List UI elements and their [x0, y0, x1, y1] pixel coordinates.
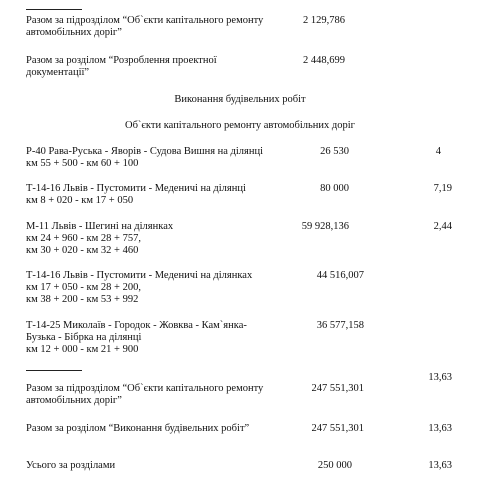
- row-1-length: 4: [435, 146, 441, 157]
- total-construction-length: 13,63: [428, 423, 452, 434]
- row-2-length: 7,19: [433, 183, 452, 194]
- row-1-line-2: км 55 + 500 - км 60 + 100: [26, 158, 139, 169]
- row-4-amount: 44 516,007: [316, 270, 364, 281]
- subtotal-separator-rule: [26, 370, 82, 371]
- total-construction-label: Разом за розділом “Виконання будівельних робіт”: [26, 423, 250, 434]
- row-2-line-2: км 8 + 020 - км 17 + 050: [26, 195, 134, 206]
- row-3-line-1: М-11 Львів - Шегині на ділянках: [26, 221, 174, 232]
- row-2-line-1: Т-14-16 Львів - Пустомити - Меденичі на ділянці: [26, 183, 246, 194]
- row-1-amount: 26 530: [320, 146, 349, 157]
- total-design-docs-label-line2: документації”: [26, 67, 90, 78]
- subsection-heading: Об`єкти капітального ремонту автомобільних доріг: [125, 120, 355, 131]
- section-heading: Виконання будівельних робіт: [174, 94, 306, 105]
- subtotal-objects-top-label-line2: автомобільних доріг”: [26, 27, 122, 38]
- total-design-docs-value: 2 448,699: [303, 55, 345, 66]
- total-design-docs-label-line1: Разом за розділом “Розроблення проектної: [26, 55, 217, 66]
- total-construction-value: 247 551,301: [311, 423, 364, 434]
- row-3-line-2: км 24 + 960 - км 28 + 757,: [26, 233, 141, 244]
- subtotal-objects-label-line1: Разом за підрозділом “Об`єкти капітального ремонту: [26, 383, 264, 394]
- row-5-line-3: км 12 + 000 - км 21 + 900: [26, 344, 139, 355]
- row-3-line-3: км 30 + 020 - км 32 + 460: [26, 245, 139, 256]
- row-5-line-2: Бузька - Бібрка на ділянці: [26, 332, 142, 343]
- grand-total-length: 13,63: [428, 460, 452, 471]
- subtotal-objects-value: 247 551,301: [311, 383, 364, 394]
- row-2-amount: 80 000: [320, 183, 349, 194]
- grand-total-label: Усього за розділами: [26, 460, 116, 471]
- row-3-amount: 59 928,136: [301, 221, 349, 232]
- grand-total-value: 250 000: [317, 460, 352, 471]
- row-4-line-3: км 38 + 200 - км 53 + 992: [26, 294, 139, 305]
- row-5-amount: 36 577,158: [316, 320, 364, 331]
- subtotal-objects-top-value: 2 129,786: [303, 15, 345, 26]
- subtotal-objects-label-line2: автомобільних доріг”: [26, 395, 122, 406]
- subtotal-objects-top-label-line1: Разом за підрозділом “Об`єкти капітального ремонту: [26, 15, 264, 26]
- subtotal-objects-length: 13,63: [428, 372, 452, 383]
- row-4-line-2: км 17 + 050 - км 28 + 200,: [26, 282, 141, 293]
- row-1-line-1: Р-40 Рава-Руська - Яворів - Судова Вишня на ділянці: [26, 146, 264, 157]
- top-separator-rule: [26, 9, 82, 10]
- row-3-length: 2,44: [433, 221, 452, 232]
- row-4-line-1: Т-14-16 Львів - Пустомити - Меденичі на ділянках: [26, 270, 253, 281]
- row-5-line-1: Т-14-25 Миколаїв - Городок - Жовква - Кам`янка-: [26, 320, 247, 331]
